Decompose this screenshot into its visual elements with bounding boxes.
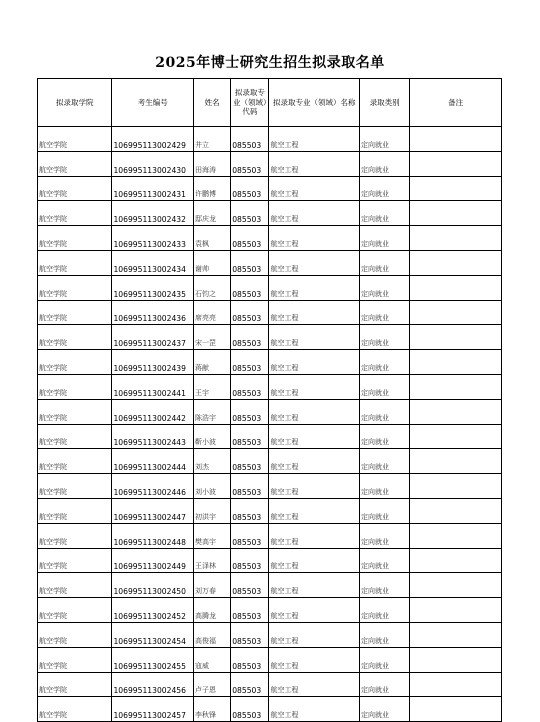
major-code-cell: 085503	[231, 498, 269, 523]
table-row	[38, 275, 502, 300]
category-cell: 定向就业	[360, 573, 410, 598]
college-cell: 航空学院	[38, 374, 112, 399]
remarks-cell	[410, 474, 502, 499]
major-name-cell: 航空工程	[269, 672, 360, 697]
exam-id-cell: 106995113002436	[112, 300, 194, 325]
table-row	[38, 424, 502, 449]
table-row	[38, 697, 502, 722]
remarks-cell	[410, 647, 502, 672]
college-cell: 航空学院	[38, 151, 112, 176]
name-cell: 邸庆龙	[193, 201, 230, 226]
table-row	[38, 374, 502, 399]
category-cell: 定向就业	[360, 474, 410, 499]
major-name-cell: 航空工程	[269, 548, 360, 573]
college-cell: 航空学院	[38, 622, 112, 647]
table-row	[38, 325, 502, 350]
major-code-cell: 085503	[231, 598, 269, 623]
college-cell: 航空学院	[38, 325, 112, 350]
table-row	[38, 474, 502, 499]
college-cell: 航空学院	[38, 424, 112, 449]
major-code-cell: 085503	[231, 250, 269, 275]
major-code-cell: 085503	[231, 350, 269, 375]
header-name: 姓名	[193, 79, 230, 127]
table-row	[38, 498, 502, 523]
header-college: 拟录取学院	[38, 79, 112, 127]
college-cell: 航空学院	[38, 176, 112, 201]
major-name-cell: 航空工程	[269, 474, 360, 499]
page-title: 2025年博士研究生招生拟录取名单	[155, 55, 385, 71]
table-row	[38, 622, 502, 647]
header-exam-id: 考生编号	[112, 79, 194, 127]
remarks-cell	[410, 672, 502, 697]
category-cell: 定向就业	[360, 151, 410, 176]
major-code-cell: 085503	[231, 548, 269, 573]
major-code-cell: 085503	[231, 474, 269, 499]
name-cell: 李秋锋	[193, 697, 230, 722]
name-cell: 石钧之	[193, 275, 230, 300]
table-row	[38, 151, 502, 176]
remarks-cell	[410, 449, 502, 474]
exam-id-cell: 106995113002434	[112, 250, 194, 275]
major-name-cell: 航空工程	[269, 127, 360, 152]
name-cell: 井立	[193, 127, 230, 152]
remarks-cell	[410, 697, 502, 722]
exam-id-cell: 106995113002448	[112, 523, 194, 548]
major-code-cell: 085503	[231, 226, 269, 251]
name-cell: 许鹏博	[193, 176, 230, 201]
name-cell: 袁枫	[193, 226, 230, 251]
name-cell: 樊高宇	[193, 523, 230, 548]
category-cell: 定向就业	[360, 176, 410, 201]
category-cell: 定向就业	[360, 275, 410, 300]
category-cell: 定向就业	[360, 325, 410, 350]
college-cell: 航空学院	[38, 523, 112, 548]
category-cell: 定向就业	[360, 127, 410, 152]
name-cell: 田海涛	[193, 151, 230, 176]
college-cell: 航空学院	[38, 275, 112, 300]
major-code-cell: 085503	[231, 697, 269, 722]
remarks-cell	[410, 300, 502, 325]
category-cell: 定向就业	[360, 449, 410, 474]
major-name-cell: 航空工程	[269, 622, 360, 647]
remarks-cell	[410, 498, 502, 523]
major-code-cell: 085503	[231, 573, 269, 598]
remarks-cell	[410, 127, 502, 152]
exam-id-cell: 106995113002430	[112, 151, 194, 176]
name-cell: 王宇	[193, 374, 230, 399]
exam-id-cell: 106995113002447	[112, 498, 194, 523]
major-name-cell: 航空工程	[269, 176, 360, 201]
exam-id-cell: 106995113002437	[112, 325, 194, 350]
major-code-cell: 085503	[231, 300, 269, 325]
remarks-cell	[410, 275, 502, 300]
major-name-cell: 航空工程	[269, 250, 360, 275]
table-row	[38, 523, 502, 548]
exam-id-cell: 106995113002449	[112, 548, 194, 573]
exam-id-cell: 106995113002441	[112, 374, 194, 399]
category-cell: 定向就业	[360, 300, 410, 325]
exam-id-cell: 106995113002435	[112, 275, 194, 300]
major-code-cell: 085503	[231, 424, 269, 449]
college-cell: 航空学院	[38, 350, 112, 375]
college-cell: 航空学院	[38, 474, 112, 499]
category-cell: 定向就业	[360, 226, 410, 251]
table-row	[38, 350, 502, 375]
major-code-cell: 085503	[231, 647, 269, 672]
category-cell: 定向就业	[360, 350, 410, 375]
exam-id-cell: 106995113002429	[112, 127, 194, 152]
college-cell: 航空学院	[38, 226, 112, 251]
remarks-cell	[410, 523, 502, 548]
college-cell: 航空学院	[38, 498, 112, 523]
name-cell: 刘小波	[193, 474, 230, 499]
exam-id-cell: 106995113002442	[112, 399, 194, 424]
college-cell: 航空学院	[38, 399, 112, 424]
remarks-cell	[410, 598, 502, 623]
major-code-cell: 085503	[231, 523, 269, 548]
name-cell: 席亮亮	[193, 300, 230, 325]
major-code-cell: 085503	[231, 399, 269, 424]
table-row	[38, 201, 502, 226]
remarks-cell	[410, 350, 502, 375]
category-cell: 定向就业	[360, 374, 410, 399]
exam-id-cell: 106995113002457	[112, 697, 194, 722]
name-cell: 蒋献	[193, 350, 230, 375]
exam-id-cell: 106995113002439	[112, 350, 194, 375]
category-cell: 定向就业	[360, 498, 410, 523]
college-cell: 航空学院	[38, 250, 112, 275]
category-cell: 定向就业	[360, 523, 410, 548]
category-cell: 定向就业	[360, 622, 410, 647]
name-cell: 刘万春	[193, 573, 230, 598]
college-cell: 航空学院	[38, 573, 112, 598]
major-name-cell: 航空工程	[269, 424, 360, 449]
college-cell: 航空学院	[38, 201, 112, 226]
major-name-cell: 航空工程	[269, 374, 360, 399]
table-row	[38, 598, 502, 623]
table-body	[38, 127, 502, 722]
major-name-cell: 航空工程	[269, 399, 360, 424]
college-cell: 航空学院	[38, 647, 112, 672]
name-cell: 宋一罡	[193, 325, 230, 350]
remarks-cell	[410, 325, 502, 350]
major-code-cell: 085503	[231, 325, 269, 350]
table-row	[38, 573, 502, 598]
category-cell: 定向就业	[360, 647, 410, 672]
college-cell: 航空学院	[38, 449, 112, 474]
table-header-row	[38, 79, 502, 127]
remarks-cell	[410, 250, 502, 275]
college-cell: 航空学院	[38, 548, 112, 573]
name-cell: 寇威	[193, 647, 230, 672]
remarks-cell	[410, 548, 502, 573]
exam-id-cell: 106995113002432	[112, 201, 194, 226]
category-cell: 定向就业	[360, 697, 410, 722]
remarks-cell	[410, 374, 502, 399]
table-row	[38, 250, 502, 275]
name-cell: 陈浩宇	[193, 399, 230, 424]
category-cell: 定向就业	[360, 672, 410, 697]
table-row	[38, 548, 502, 573]
major-name-cell: 航空工程	[269, 151, 360, 176]
remarks-cell	[410, 176, 502, 201]
name-cell: 靳小波	[193, 424, 230, 449]
table-row	[38, 672, 502, 697]
exam-id-cell: 106995113002446	[112, 474, 194, 499]
name-cell: 王泽林	[193, 548, 230, 573]
major-name-cell: 航空工程	[269, 449, 360, 474]
remarks-cell	[410, 151, 502, 176]
major-code-cell: 085503	[231, 672, 269, 697]
table-row	[38, 226, 502, 251]
table-row	[38, 300, 502, 325]
exam-id-cell: 106995113002452	[112, 598, 194, 623]
major-code-cell: 085503	[231, 449, 269, 474]
remarks-cell	[410, 622, 502, 647]
major-name-cell: 航空工程	[269, 598, 360, 623]
major-name-cell: 航空工程	[269, 325, 360, 350]
major-name-cell: 航空工程	[269, 201, 360, 226]
college-cell: 航空学院	[38, 300, 112, 325]
exam-id-cell: 106995113002450	[112, 573, 194, 598]
major-name-cell: 航空工程	[269, 350, 360, 375]
category-cell: 定向就业	[360, 598, 410, 623]
name-cell: 初洪宇	[193, 498, 230, 523]
name-cell: 谢帅	[193, 250, 230, 275]
header-remarks: 备注	[410, 79, 502, 127]
major-code-cell: 085503	[231, 374, 269, 399]
name-cell: 卢子恩	[193, 672, 230, 697]
exam-id-cell: 106995113002455	[112, 647, 194, 672]
name-cell: 高俊福	[193, 622, 230, 647]
category-cell: 定向就业	[360, 399, 410, 424]
exam-id-cell: 106995113002444	[112, 449, 194, 474]
exam-id-cell: 106995113002443	[112, 424, 194, 449]
header-major-name: 拟录取专业（领域）名称	[269, 79, 360, 127]
major-name-cell: 航空工程	[269, 498, 360, 523]
header-category: 录取类别	[360, 79, 410, 127]
category-cell: 定向就业	[360, 548, 410, 573]
table-row	[38, 647, 502, 672]
major-name-cell: 航空工程	[269, 275, 360, 300]
admission-table	[37, 78, 502, 722]
college-cell: 航空学院	[38, 598, 112, 623]
college-cell: 航空学院	[38, 672, 112, 697]
table-row	[38, 449, 502, 474]
major-name-cell: 航空工程	[269, 300, 360, 325]
category-cell: 定向就业	[360, 424, 410, 449]
major-code-cell: 085503	[231, 622, 269, 647]
major-name-cell: 航空工程	[269, 697, 360, 722]
major-code-cell: 085503	[231, 275, 269, 300]
exam-id-cell: 106995113002431	[112, 176, 194, 201]
remarks-cell	[410, 573, 502, 598]
remarks-cell	[410, 226, 502, 251]
exam-id-cell: 106995113002433	[112, 226, 194, 251]
college-cell: 航空学院	[38, 127, 112, 152]
major-name-cell: 航空工程	[269, 647, 360, 672]
header-major-code: 拟录取专业（领域）代码	[231, 79, 269, 127]
remarks-cell	[410, 399, 502, 424]
name-cell: 刘杰	[193, 449, 230, 474]
category-cell: 定向就业	[360, 250, 410, 275]
table-row	[38, 127, 502, 152]
category-cell: 定向就业	[360, 201, 410, 226]
major-code-cell: 085503	[231, 201, 269, 226]
college-cell: 航空学院	[38, 697, 112, 722]
table-row	[38, 176, 502, 201]
table-row	[38, 399, 502, 424]
exam-id-cell: 106995113002456	[112, 672, 194, 697]
remarks-cell	[410, 424, 502, 449]
major-code-cell: 085503	[231, 151, 269, 176]
exam-id-cell: 106995113002454	[112, 622, 194, 647]
major-name-cell: 航空工程	[269, 573, 360, 598]
name-cell: 高腾龙	[193, 598, 230, 623]
major-code-cell: 085503	[231, 176, 269, 201]
major-code-cell: 085503	[231, 127, 269, 152]
remarks-cell	[410, 201, 502, 226]
major-name-cell: 航空工程	[269, 523, 360, 548]
major-name-cell: 航空工程	[269, 226, 360, 251]
